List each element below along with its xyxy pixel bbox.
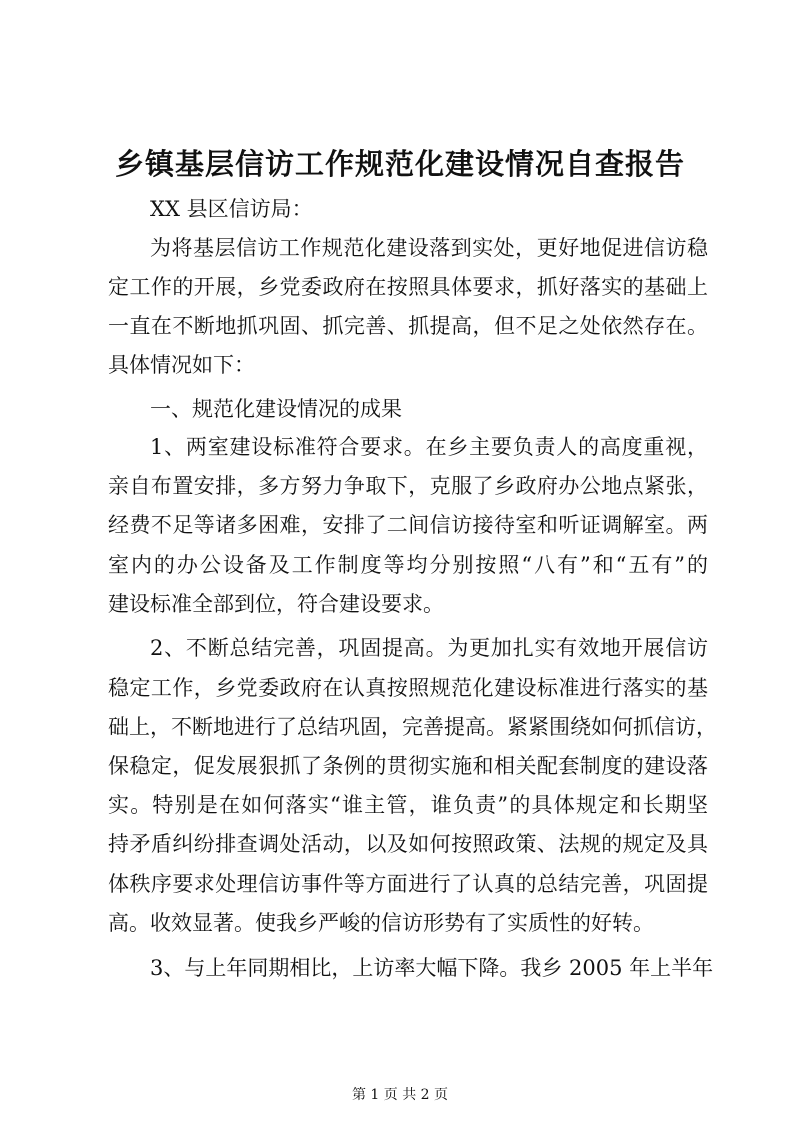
page-footer: 第 1 页 共 2 页 — [351, 1087, 449, 1103]
paragraph-line: 建设标准全部到位，符合建设要求。 — [108, 592, 444, 616]
salutation: XX 县区信访局： — [150, 197, 313, 221]
paragraph-line: 保稳定，促发展狠抓了条例的贯彻实施和相关配套制度的建设落 — [108, 754, 708, 778]
paragraph-line: 定工作的开展，乡党委政府在按照具体要求，抓好落实的基础上 — [108, 275, 708, 299]
paragraph-line: 3、与上年同期相比，上访率大幅下降。我乡 2005 年上半年 — [150, 956, 714, 980]
document-title: 乡镇基层信访工作规范化建设情况自查报告 — [114, 147, 685, 181]
paragraph-line: 2、不断总结完善，巩固提高。为更加扎实有效地开展信访 — [150, 636, 708, 660]
paragraph-line: 高。收效显著。使我乡严峻的信访形势有了实质性的好转。 — [108, 911, 654, 935]
paragraph-line: 经费不足等诸多困难，安排了二间信访接待室和听证调解室。两 — [108, 513, 708, 537]
paragraph-line: 持矛盾纠纷排查调处活动，以及如何按照政策、法规的规定及具 — [108, 832, 708, 856]
paragraph-line: 1、两室建设标准符合要求。在乡主要负责人的高度重视， — [150, 435, 708, 459]
paragraph-line: 体秩序要求处理信访事件等方面进行了认真的总结完善，巩固提 — [108, 872, 708, 896]
section-heading: 一、规范化建设情况的成果 — [150, 397, 402, 421]
paragraph-line: 具体情况如下： — [108, 353, 255, 377]
paragraph-line: 室内的办公设备及工作制度等均分别按照“八有”和“五有”的 — [108, 553, 708, 577]
paragraph-line: 一直在不断地抓巩固、抓完善、抓提高，但不足之处依然存在。 — [108, 314, 708, 338]
paragraph-line: 为将基层信访工作规范化建设落到实处，更好地促进信访稳 — [150, 236, 708, 260]
paragraph-line: 实。特别是在如何落实“谁主管，谁负责”的具体规定和长期坚 — [108, 793, 708, 817]
paragraph-line: 亲自布置安排，多方努力争取下，克服了乡政府办公地点紧张， — [108, 474, 708, 498]
paragraph-line: 稳定工作，乡党委政府在认真按照规范化建设标准进行落实的基 — [108, 676, 708, 700]
paragraph-line: 础上，不断地进行了总结巩固，完善提高。紧紧围绕如何抓信访， — [108, 715, 717, 739]
